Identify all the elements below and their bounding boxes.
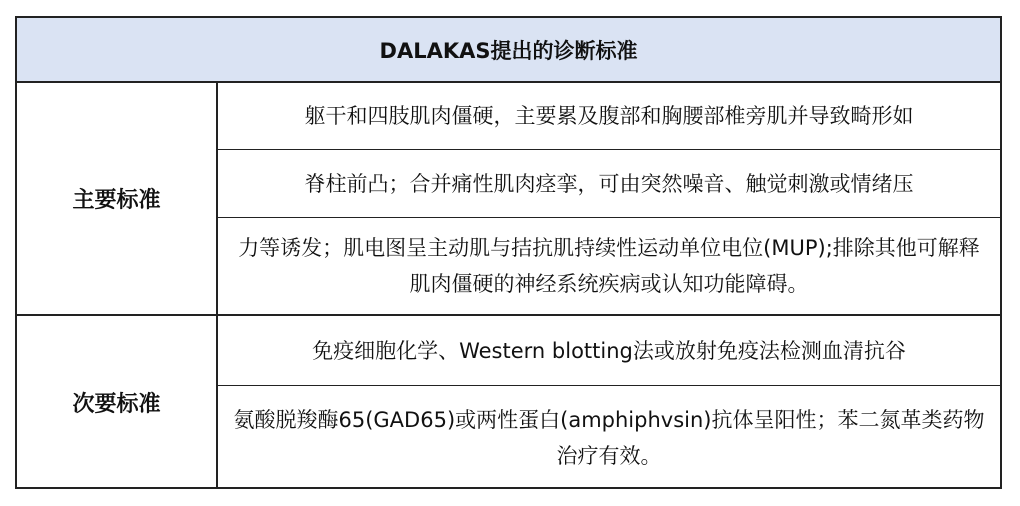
major-criteria-row-1: 躯干和四肢肌肉僵硬，主要累及腹部和胸腰部椎旁肌并导致畸形如	[218, 83, 1000, 150]
minor-criteria-label: 次要标准	[17, 316, 218, 489]
minor-criteria-row-2: 氨酸脱羧酶65(GAD65)或两性蛋白(amphiphvsin)抗体呈阳性；苯二氮革类药物治疗有效。	[233, 407, 985, 468]
table-title: DALAKAS提出的诊断标准	[17, 18, 1000, 83]
criteria-table	[15, 16, 1002, 489]
minor-criteria-row-1: 免疫细胞化学、Western blotting法或放射免疫法检测血清抗谷	[218, 316, 1000, 386]
major-criteria-label: 主要标准	[17, 83, 218, 316]
major-criteria-row-3: 力等诱发；肌电图呈主动肌与拮抗肌持续性运动单位电位(MUP);排除其他可解释肌肉僵硬的神经系统疾病或认知功能障碍。	[218, 218, 1000, 316]
major-criteria-row-2: 脊柱前凸；合并痛性肌肉痉挛，可由突然噪音、触觉刺激或情绪压	[218, 150, 1000, 218]
